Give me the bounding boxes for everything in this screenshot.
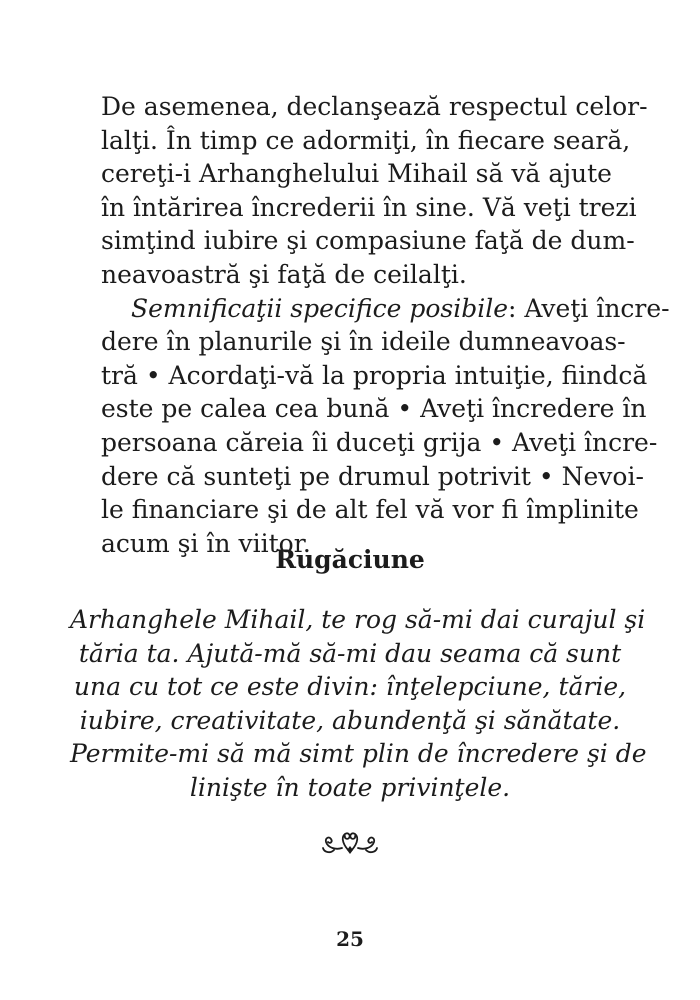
prayer-line: tăria ta. Ajută-mă să-mi dau seama că sunt — [78, 638, 622, 668]
lead-italic-text: Semnificaţii specifice posibile — [131, 293, 509, 323]
prayer-line: linişte în toate privinţele. — [189, 772, 511, 802]
section-heading: Rugăciune — [275, 545, 425, 574]
text-line: De asemenea, declanşează respectul celor- — [101, 92, 648, 121]
page-number: 25 — [336, 927, 364, 951]
text-line: este pe calea cea bună • Aveţi încredere în — [101, 394, 647, 424]
prayer-line: una cu tot ce este divin: înţelepciune, tărie, — [73, 672, 627, 702]
text-line: dere în planurile şi în ideile dumneavoas- — [101, 327, 626, 357]
body-text — [101, 90, 670, 560]
text-line: le financiare şi de alt fel vă vor fi împlinite — [101, 495, 639, 525]
text-line: acum şi în viitor. — [101, 528, 311, 558]
text-line: lalţi. În timp ce adormiţi, în fiecare seară, — [101, 125, 631, 155]
prayer-text — [70, 603, 647, 805]
prayer-line: Permite-mi să mă simt plin de încredere şi de — [70, 739, 647, 769]
text-line: în întărirea încrederii în sine. Vă veţi trezi — [101, 192, 637, 222]
prayer-line: Arhanghele Mihail, te rog să-mi dai curajul şi — [70, 605, 646, 634]
text-line: simţind iubire şi compasiune faţă de dum- — [101, 226, 635, 256]
lead-rest-text: : Aveţi încre- — [508, 293, 670, 323]
text-line: dere că sunteţi pe drumul potrivit • Nevoi- — [101, 461, 644, 491]
prayer-line: iubire, creativitate, abundenţă şi sănătate. — [79, 705, 621, 735]
text-line — [101, 292, 670, 326]
floral-ornament-icon — [320, 828, 380, 856]
text-line: neavoastră şi faţă de ceilalţi. — [101, 259, 467, 289]
text-line: cereţi-i Arhanghelului Mihail să vă ajute — [101, 159, 612, 189]
text-line: tră • Acordaţi-vă la propria intuiţie, fiindcă — [101, 360, 648, 390]
text-line: persoana căreia îi duceţi grija • Aveţi încre- — [101, 427, 658, 457]
